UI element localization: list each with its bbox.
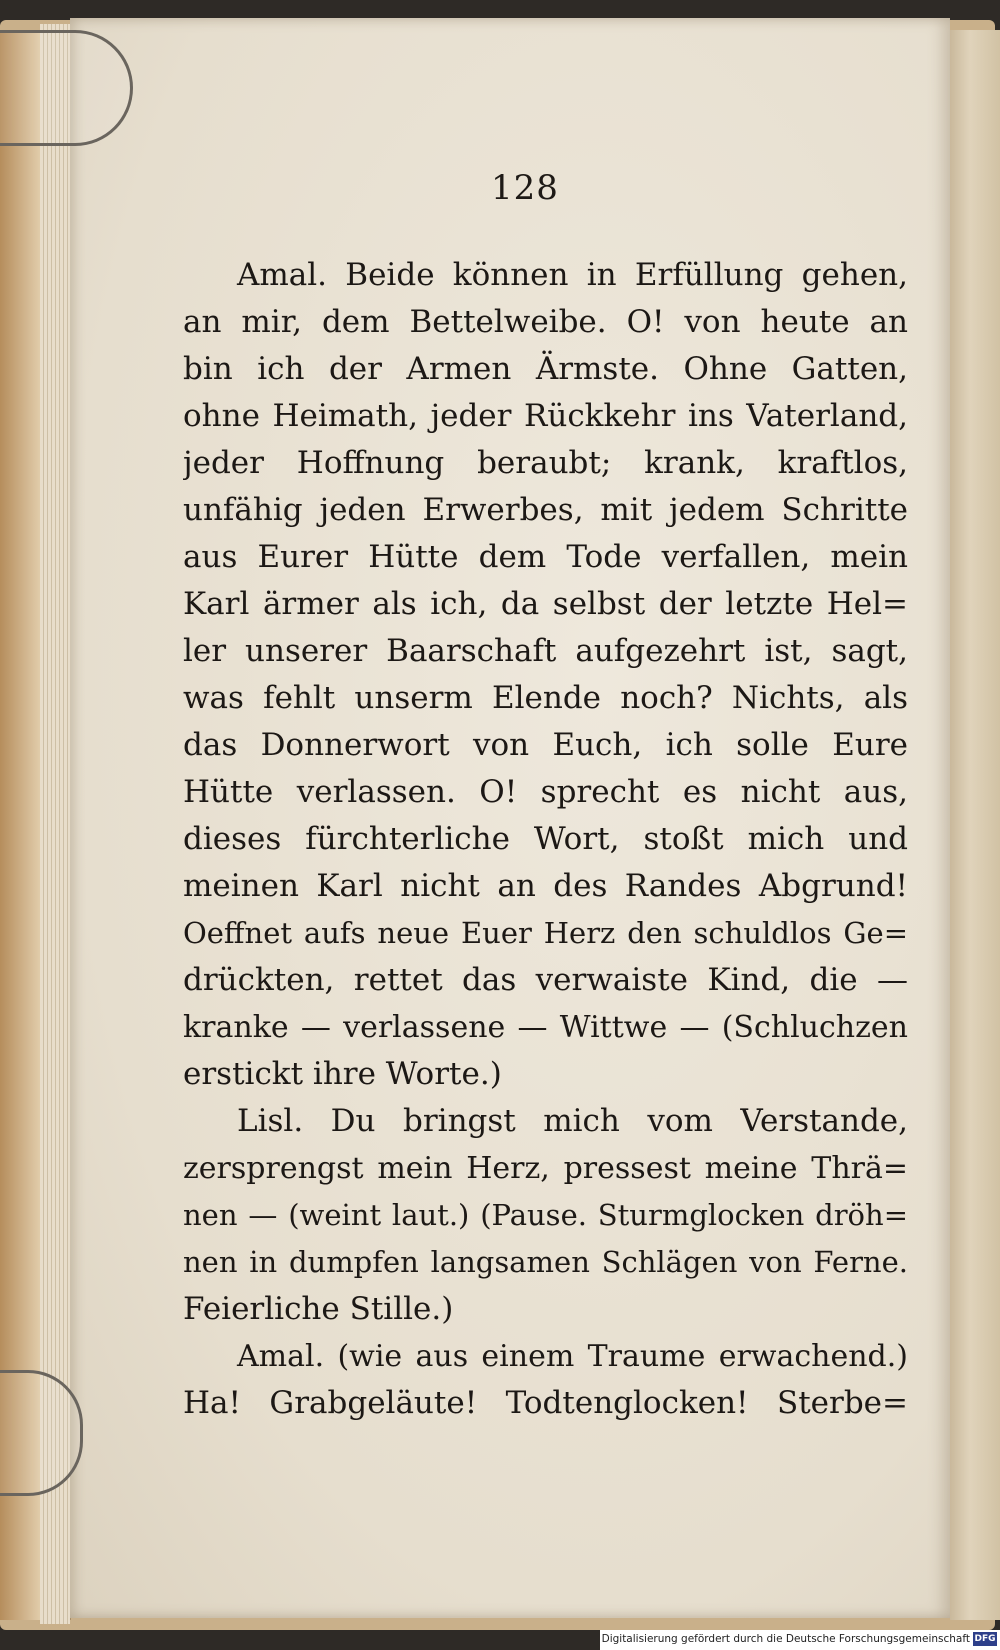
- text-line: Amal. (wie aus einem Traume erwachend.): [237, 1339, 908, 1374]
- text-line: jeder Hoffnung beraubt; krank, kraftlos,: [183, 445, 908, 481]
- text-line: Feierliche Stille.): [183, 1291, 454, 1327]
- text-line: Ha! Grabgeläute! Todtenglocken! Sterbe=: [183, 1385, 908, 1421]
- text-line: meinen Karl nicht an des Randes Abgrund!: [183, 868, 908, 904]
- text-line: Amal. Beide können in Erfüllung gehen,: [237, 257, 908, 293]
- next-page-edge: [950, 30, 1000, 1620]
- page-number: 128: [491, 168, 559, 208]
- text-line: was fehlt unserm Elende noch? Nichts, als: [183, 680, 908, 716]
- text-line: zersprengst mein Herz, pressest meine Thrä=: [183, 1151, 908, 1186]
- text-line: bin ich der Armen Ärmste. Ohne Gatten,: [183, 351, 908, 387]
- text-line: an mir, dem Bettelweibe. O! von heute an: [183, 304, 908, 340]
- text-line: kranke — verlassene — Wittwe — (Schluchzen: [183, 1010, 908, 1045]
- text-line: ler unserer Baarschaft aufgezehrt ist, sagt,: [183, 633, 908, 669]
- text-line: dieses fürchterliche Wort, stoßt mich und: [183, 821, 908, 857]
- text-line: Hütte verlassen. O! sprecht es nicht aus,: [183, 774, 908, 810]
- text-line: Karl ärmer als ich, da selbst der letzte Hel=: [183, 586, 908, 622]
- footer-bar: [600, 1630, 1000, 1650]
- text-line: nen in dumpfen langsamen Schlägen von Ferne.: [183, 1245, 908, 1279]
- text-line: Oeffnet aufs neue Euer Herz den schuldlos Ge=: [183, 916, 908, 950]
- text-line: aus Eurer Hütte dem Tode verfallen, mein: [183, 539, 908, 575]
- text-block: [183, 252, 908, 1427]
- text-line: erstickt ihre Worte.): [183, 1056, 502, 1092]
- text-line: ohne Heimath, jeder Rückkehr ins Vaterland,: [183, 398, 908, 434]
- page-clip-top: [0, 30, 133, 146]
- text-line: unfähig jeden Erwerbes, mit jedem Schritte: [183, 492, 908, 528]
- text-line: Lisl. Du bringst mich vom Verstande,: [237, 1103, 908, 1139]
- dfg-logo: DFG: [974, 1634, 996, 1644]
- text-line: das Donnerwort von Euch, ich solle Eure: [183, 727, 908, 763]
- text-line: drückten, rettet das verwaiste Kind, die —: [183, 962, 908, 998]
- text-line: nen — (weint laut.) (Pause. Sturmglocken dröh=: [183, 1198, 908, 1232]
- footer-credit: Digitalisierung gefördert durch die Deutsche Forschungsgemeinschaft: [601, 1633, 970, 1645]
